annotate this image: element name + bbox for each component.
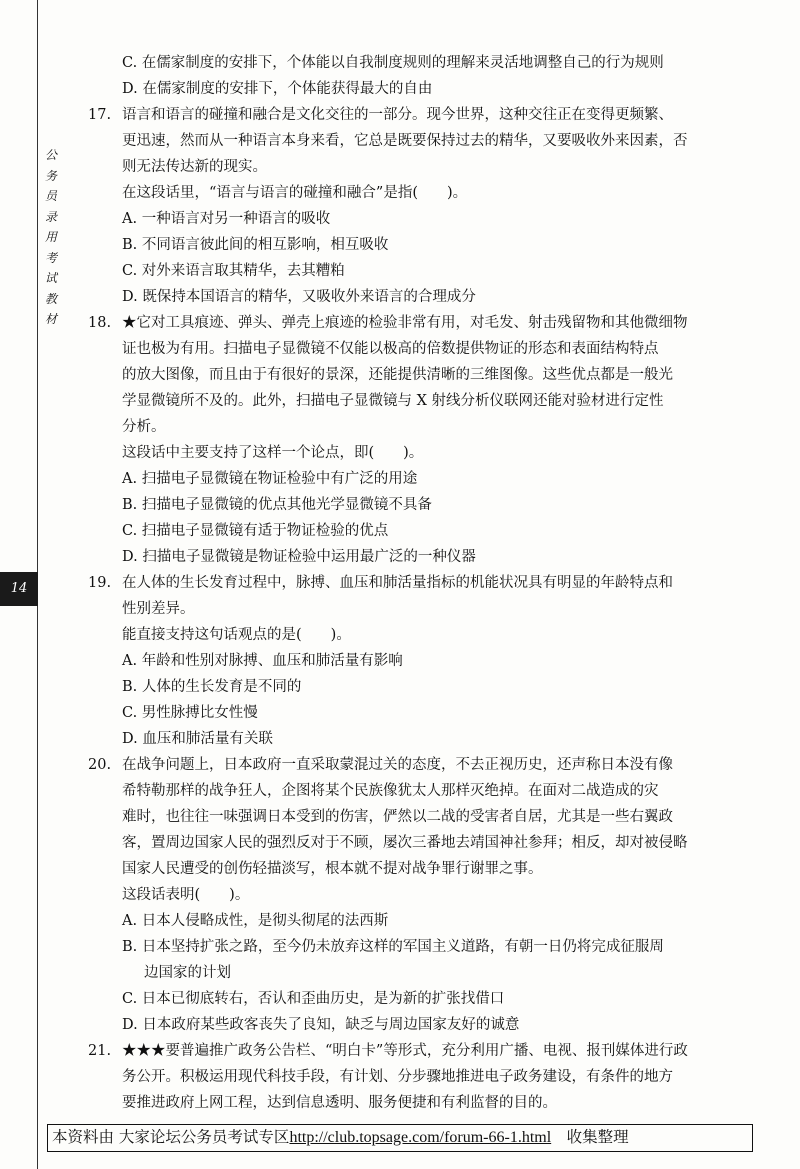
question-number: 18. bbox=[88, 315, 112, 331]
question-text-line: 的放大图像，而且由于有很好的景深，还能提供清晰的三维图像。这些优点都是一般光 bbox=[122, 367, 673, 383]
question-text-line: 证也极为有用。扫描电子显微镜不仅能以极高的倍数提供物证的形态和表面结构特点 bbox=[122, 341, 659, 357]
answer-option: D. 既保持本国语言的精华，又吸收外来语言的合理成分 bbox=[122, 289, 476, 305]
answer-option: B. 不同语言彼此间的相互影响，相互吸收 bbox=[122, 237, 389, 253]
answer-option: B. 扫描电子显微镜的优点其他光学显微镜不具备 bbox=[122, 497, 432, 513]
answer-option: A. 扫描电子显微镜在物证检验中有广泛的用途 bbox=[122, 471, 418, 487]
question-text: 语言和语言的碰撞和融合是文化交往的一部分。现今世界，这种交往正在变得更频繁、 bbox=[122, 107, 673, 123]
question-text-line: 希特勒那样的战争狂人，企图将某个民族像犹太人那样灭绝掉。在面对二战造成的灾 bbox=[122, 783, 659, 799]
page-number-tab: 14 bbox=[0, 572, 38, 606]
answer-option: D. 血压和肺活量有关联 bbox=[122, 731, 273, 747]
question-stem-line bbox=[88, 1038, 758, 1064]
answer-option: B. 人体的生长发育是不同的 bbox=[122, 679, 302, 695]
footer-prefix: 本资料由 大家论坛公务员考试专区 bbox=[52, 1128, 290, 1146]
question-text-line: 务公开。积极运用现代科技手段，有计划、分步骤地推进电子政务建设，有条件的地方 bbox=[122, 1069, 673, 1085]
answer-option: A. 一种语言对另一种语言的吸收 bbox=[122, 211, 331, 227]
question-text: ★它对工具痕迹、弹头、弹壳上痕迹的检验非常有用，对毛发、射击残留物和其他微细物 bbox=[122, 315, 688, 331]
answer-option: C. 在儒家制度的安排下，个体能以自我制度规则的理解来灵活地调整自己的行为规则 bbox=[122, 55, 664, 71]
question-text-line: 更迅速，然而从一种语言本身来看，它总是既要保持过去的精华，又要吸收外来因素，否 bbox=[122, 133, 688, 149]
question-text: 在人体的生长发育过程中，脉搏、血压和肺活量指标的机能状况具有明显的年龄特点和 bbox=[122, 575, 673, 591]
answer-option: C. 日本已彻底转右，否认和歪曲历史，是为新的扩张找借口 bbox=[122, 991, 505, 1007]
side-book-title: 公 务 员 录 用 考 试 教 材 bbox=[44, 148, 57, 326]
question-number: 20. bbox=[88, 757, 112, 773]
question-stem-line bbox=[88, 310, 758, 336]
question-number: 19. bbox=[88, 575, 112, 591]
question-text-line: 分析。 bbox=[122, 419, 166, 435]
question-text-line: 客，置周边国家人民的强烈反对于不顾，屡次三番地去靖国神社参拜；相反，却对被侵略 bbox=[122, 835, 688, 851]
question-number: 21. bbox=[88, 1043, 112, 1059]
question-text-line: 这段话中主要支持了这样一个论点，即( )。 bbox=[122, 445, 424, 461]
footer-suffix: 收集整理 bbox=[551, 1128, 629, 1146]
question-text-line: 国家人民遭受的创伤轻描淡写，根本就不提对战争罪行谢罪之事。 bbox=[122, 861, 543, 877]
question-text-line: 学显微镜所不及的。此外，扫描电子显微镜与 X 射线分析仪联网还能对验材进行定性 bbox=[122, 393, 664, 409]
question-stem-line bbox=[88, 752, 758, 778]
answer-option: C. 扫描电子显微镜有适于物证检验的优点 bbox=[122, 523, 389, 539]
answer-option: D. 在儒家制度的安排下，个体能获得最大的自由 bbox=[122, 81, 433, 97]
question-text-line: 性别差异。 bbox=[122, 601, 195, 617]
question-text-line: 难时，也往往一味强调日本受到的伤害，俨然以二战的受害者自居，尤其是一些右翼政 bbox=[122, 809, 673, 825]
answer-option-continued: 边国家的计划 bbox=[144, 965, 231, 981]
question-text-line: 这段话表明( )。 bbox=[122, 887, 250, 903]
question-text: 在战争问题上，日本政府一直采取蒙混过关的态度，不去正视历史，还声称日本没有像 bbox=[122, 757, 673, 773]
answer-option: C. 男性脉搏比女性慢 bbox=[122, 705, 258, 721]
question-text-line: 能直接支持这句话观点的是( )。 bbox=[122, 627, 351, 643]
question-text-line: 要推进政府上网工程，达到信息透明、服务便捷和有利监督的目的。 bbox=[122, 1095, 557, 1111]
answer-option: B. 日本坚持扩张之路，至今仍未放弃这样的军国主义道路，有朝一日仍将完成征服周 bbox=[122, 939, 664, 955]
source-footer bbox=[47, 1124, 753, 1152]
answer-option: A. 年龄和性别对脉搏、血压和肺活量有影响 bbox=[122, 653, 403, 669]
question-number: 17. bbox=[88, 107, 112, 123]
footer-link[interactable]: http://club.topsage.com/forum-66-1.html bbox=[289, 1129, 552, 1146]
answer-option: D. 扫描电子显微镜是物证检验中运用最广泛的一种仪器 bbox=[122, 549, 476, 565]
answer-option: C. 对外来语言取其精华，去其糟粕 bbox=[122, 263, 345, 279]
answer-option: A. 日本人侵略成性，是彻头彻尾的法西斯 bbox=[122, 913, 389, 929]
question-stem-line bbox=[88, 102, 758, 128]
question-text-line: 则无法传达新的现实。 bbox=[122, 159, 267, 175]
question-stem-line bbox=[88, 570, 758, 596]
question-text-line: 在这段话里，“语言与语言的碰撞和融合”是指( )。 bbox=[122, 185, 468, 201]
question-content bbox=[88, 50, 758, 1116]
question-text: ★★★要普遍推广政务公告栏、“明白卡”等形式，充分利用广播、电视、报刊媒体进行政 bbox=[122, 1043, 688, 1059]
answer-option: D. 日本政府某些政客丧失了良知，缺乏与周边国家友好的诚意 bbox=[122, 1017, 520, 1033]
